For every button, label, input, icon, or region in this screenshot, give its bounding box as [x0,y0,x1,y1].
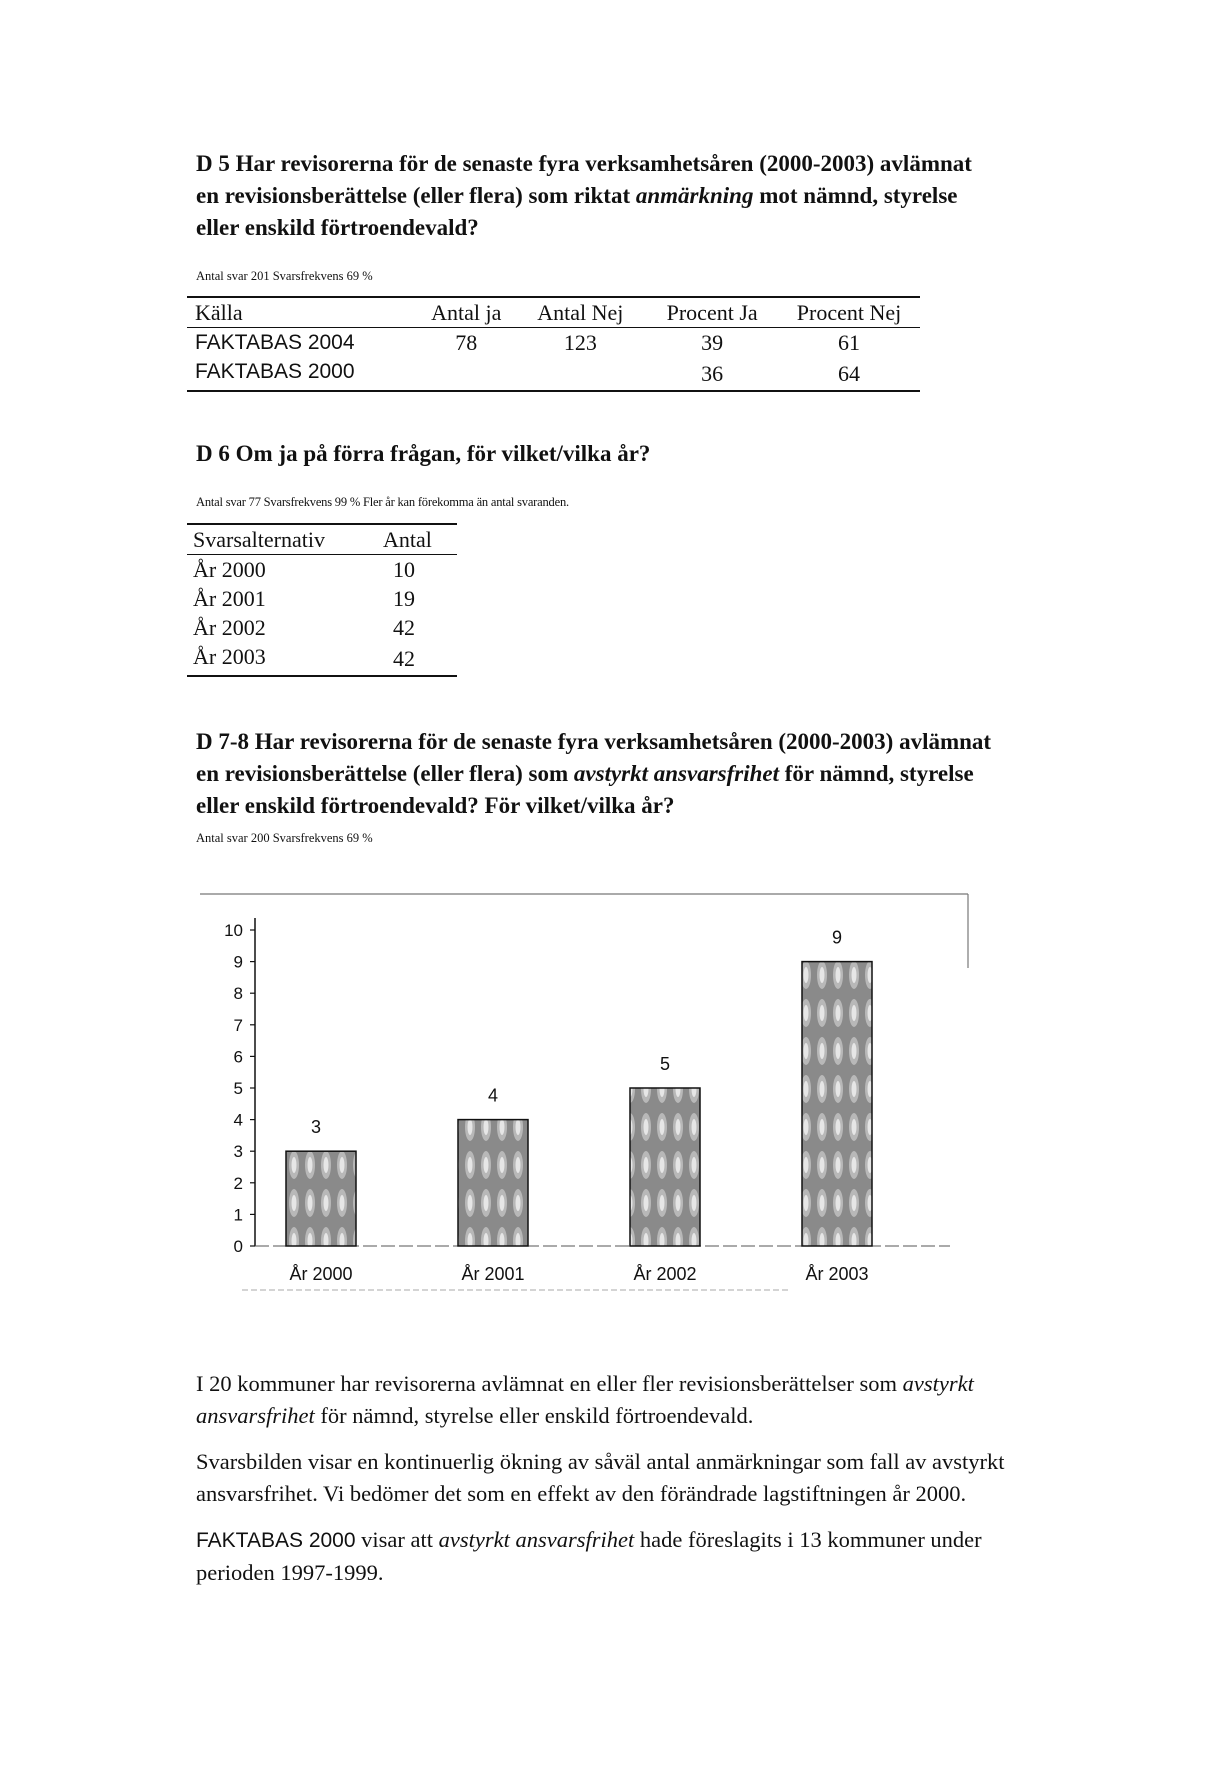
d5-heading-text: D 5 Har revisorerna för de senaste fyra verksamhetsåren (2000-2003) avlämnat en revisionsberättelse (eller flera) som riktat [196,151,972,208]
paragraph [196,1524,1026,1589]
data-label: 5 [659,1054,671,1074]
x-tick-label: År 2000 [289,1264,353,1284]
d78-heading-text-end: för nämnd, styrelse eller enskild förtroendevald? För vilket/vilka år? [196,761,974,818]
table-cell: 123 [563,330,597,355]
paragraph-text: I 20 kommuner har revisorerna avlämnat en eller fler revisionsberättelser som [196,1371,903,1396]
table-row [187,613,457,642]
d5-heading-emphasis: anmärkning [635,183,754,208]
paragraph [196,1368,1026,1432]
table-row [187,555,457,585]
table-row [187,357,920,391]
d6-heading: D 6 Om ja på förra frågan, för vilket/vilka år? [196,441,651,466]
bar-chart [190,880,980,1320]
bar [286,1151,356,1246]
table-cell: 36 [701,361,724,386]
table-cell: 78 [455,330,478,355]
bar [802,962,872,1246]
y-tick-label: 4 [233,1110,243,1130]
y-tick-label: 10 [224,921,243,940]
table-cell: År 2000 [193,557,266,582]
bars [286,928,872,1246]
d5-col-procent-ja: Procent Ja [666,300,758,325]
table-row [187,642,457,676]
d6-col-svarsalternativ: Svarsalternativ [193,527,325,552]
d5-table-header-row [187,297,920,328]
x-tick-label: År 2002 [633,1264,697,1284]
table-cell: 42 [393,615,415,640]
table-cell: FAKTABAS 2000 [195,360,355,383]
paragraph-emphasis: avstyrkt ansvarsfrihet [438,1527,635,1552]
d5-heading [196,148,996,244]
d78-heading [196,726,996,822]
table-cell: År 2001 [193,586,266,611]
y-tick-label: 7 [233,1015,243,1035]
d6-table [187,523,457,677]
bar [630,1088,700,1246]
d5-heading-text-end: mot nämnd, styrelse eller enskild förtroendevald? [196,183,958,240]
y-tick-label: 0 [233,1237,243,1256]
data-label: 4 [487,1085,499,1106]
d5-response-note: Antal svar 201 Svarsfrekvens 69 % [196,269,373,283]
d6-response-note: Antal svar 77 Svarsfrekvens 99 % Fler år kan förekomma än antal svaranden. [196,495,569,509]
paragraph: Svarsbilden visar en kontinuerlig ökning av såväl antal anmärkningar som fall av avstyrkt ansvarsfrihet. Vi bedömer det som en effekt av den förändrade lagstiftningen år 2000. [196,1449,1005,1506]
d5-col-kalla: Källa [195,300,243,325]
d78-heading-text: D 7-8 Har revisorerna för de senaste fyra verksamhetsåren (2000-2003) avlämnat en revisionsberättelse (eller flera) som [196,729,992,786]
table-cell: 64 [838,361,861,386]
table-cell: År 2002 [193,615,266,640]
data-label: 3 [310,1117,322,1138]
table-cell [418,357,514,391]
paragraph-source: FAKTABAS 2000 [196,1529,356,1552]
d5-col-antal-nej: Antal Nej [537,300,624,325]
y-tick-label: 5 [233,1079,243,1098]
table-cell: FAKTABAS 2004 [195,331,355,354]
table-cell: 19 [393,586,415,611]
bar [458,1120,528,1246]
table-cell: 39 [701,330,724,355]
paragraph-text: visar att [355,1527,439,1552]
data-label: 9 [831,927,843,948]
table-row [187,328,920,358]
x-tick-label: År 2003 [805,1264,869,1284]
x-labels [289,1264,868,1284]
d6-table-header-row [187,524,457,555]
y-tick-label: 6 [233,1047,243,1067]
table-cell: 42 [393,646,415,671]
y-tick-label: 2 [233,1173,243,1193]
d5-col-antal-ja: Antal ja [431,300,502,325]
y-ticks [224,921,255,1256]
table-cell: 10 [393,557,415,582]
y-tick-label: 8 [233,984,243,1004]
paragraph-emphasis: avstyrkt ansvarsfrihet [196,1371,974,1428]
y-tick-label: 1 [233,1205,243,1225]
d5-col-procent-nej: Procent Nej [796,300,902,325]
paragraph-text: hade föreslagits i 13 kommuner under perioden 1997-1999. [196,1527,982,1585]
d5-table [187,296,920,392]
d78-response-note: Antal svar 200 Svarsfrekvens 69 % [196,831,373,845]
table-row [187,584,457,613]
table-cell [514,357,646,391]
y-tick-label: 3 [233,1142,243,1162]
y-tick-label: 9 [233,952,243,972]
x-tick-label: År 2001 [461,1264,525,1284]
d6-col-antal: Antal [383,527,432,552]
table-cell: År 2003 [193,644,266,669]
d78-heading-emphasis: avstyrkt ansvarsfrihet [573,761,779,786]
conclusion-text [196,1368,1026,1603]
table-cell: 61 [838,330,861,355]
paragraph-text: för nämnd, styrelse eller enskild förtroendevald. [314,1403,754,1428]
